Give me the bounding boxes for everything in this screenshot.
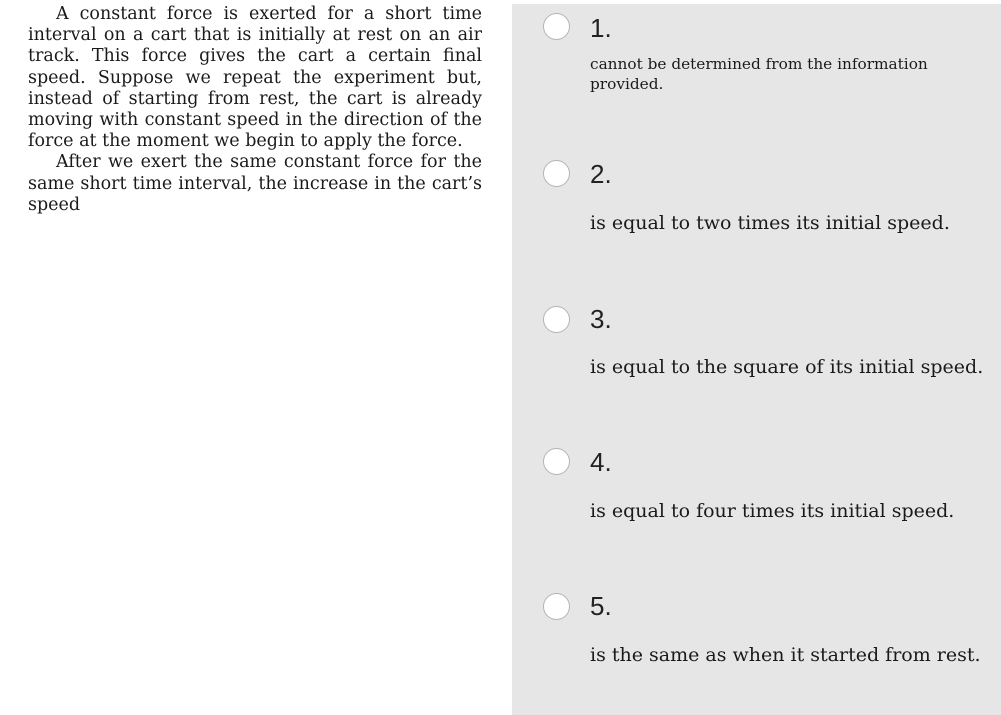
question-paragraph-2: After we exert the same constant force for the same short time interval, the increase in the cart’s speed <box>28 152 482 215</box>
choice-text-5: is the same as when it started from rest. <box>590 644 981 666</box>
radio-button-3[interactable] <box>543 306 570 333</box>
choice-text-1: cannot be determined from the information provided. <box>590 55 928 93</box>
radio-button-5[interactable] <box>543 593 570 620</box>
question-text <box>28 4 482 216</box>
choice-number-5: 5. <box>590 591 612 621</box>
choice-number-1: 1. <box>590 13 612 43</box>
choice-text-3: is equal to the square of its initial speed. <box>590 356 984 378</box>
choice-number-4: 4. <box>590 447 612 477</box>
choice-text-4: is equal to four times its initial speed. <box>590 500 955 522</box>
radio-button-4[interactable] <box>543 448 570 475</box>
radio-button-1[interactable] <box>543 13 570 40</box>
choice-text-2: is equal to two times its initial speed. <box>590 212 950 234</box>
choice-number-2: 2. <box>590 159 612 189</box>
radio-button-2[interactable] <box>543 160 570 187</box>
answer-choices-panel <box>512 4 1001 715</box>
choice-number-3: 3. <box>590 304 612 334</box>
question-paragraph-1: A constant force is exerted for a short time interval on a cart that is initially at rest on an air track. This force gives the cart a certain final speed. Suppose we repeat the experiment but, instead of starting from rest, the cart is already moving with constant speed in the direction of the force at the moment we begin to apply the force. <box>28 4 482 152</box>
